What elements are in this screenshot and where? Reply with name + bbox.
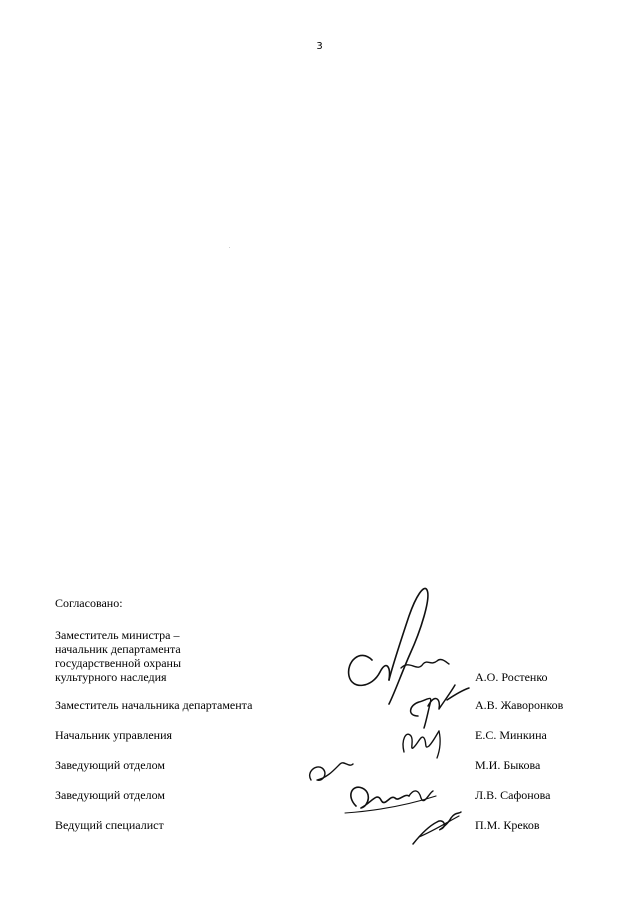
approval-heading: Согласовано: — [55, 596, 123, 610]
signatory-row — [55, 788, 585, 802]
page-number: 3 — [316, 41, 323, 52]
signatory-position: Ведущий специалист — [55, 818, 164, 832]
signatory-position: Заведующий отделом — [55, 758, 165, 772]
signatory-position: Заместитель начальника департамента — [55, 698, 253, 712]
signatory-name: Е.С. Минкина — [475, 728, 547, 742]
signatory-row — [55, 758, 585, 772]
signatory-position: Заведующий отделом — [55, 788, 165, 802]
signatory-position: Начальник управления — [55, 728, 173, 742]
signatory-position: Заместитель министра – начальник департамента государственной охраны культурного наследия — [55, 628, 182, 684]
signatory-name: М.И. Быкова — [475, 758, 541, 772]
signatory-name: А.В. Жаворонков — [475, 698, 564, 712]
signatory-row — [55, 628, 585, 684]
signatory-row — [55, 728, 585, 742]
signatory-row — [55, 818, 585, 832]
signatory-name: П.М. Креков — [475, 818, 540, 832]
signatory-row — [55, 698, 585, 712]
signatory-name: Л.В. Сафонова — [475, 788, 551, 802]
signatory-name: А.О. Ростенко — [475, 670, 548, 684]
scan-speck — [229, 247, 230, 248]
